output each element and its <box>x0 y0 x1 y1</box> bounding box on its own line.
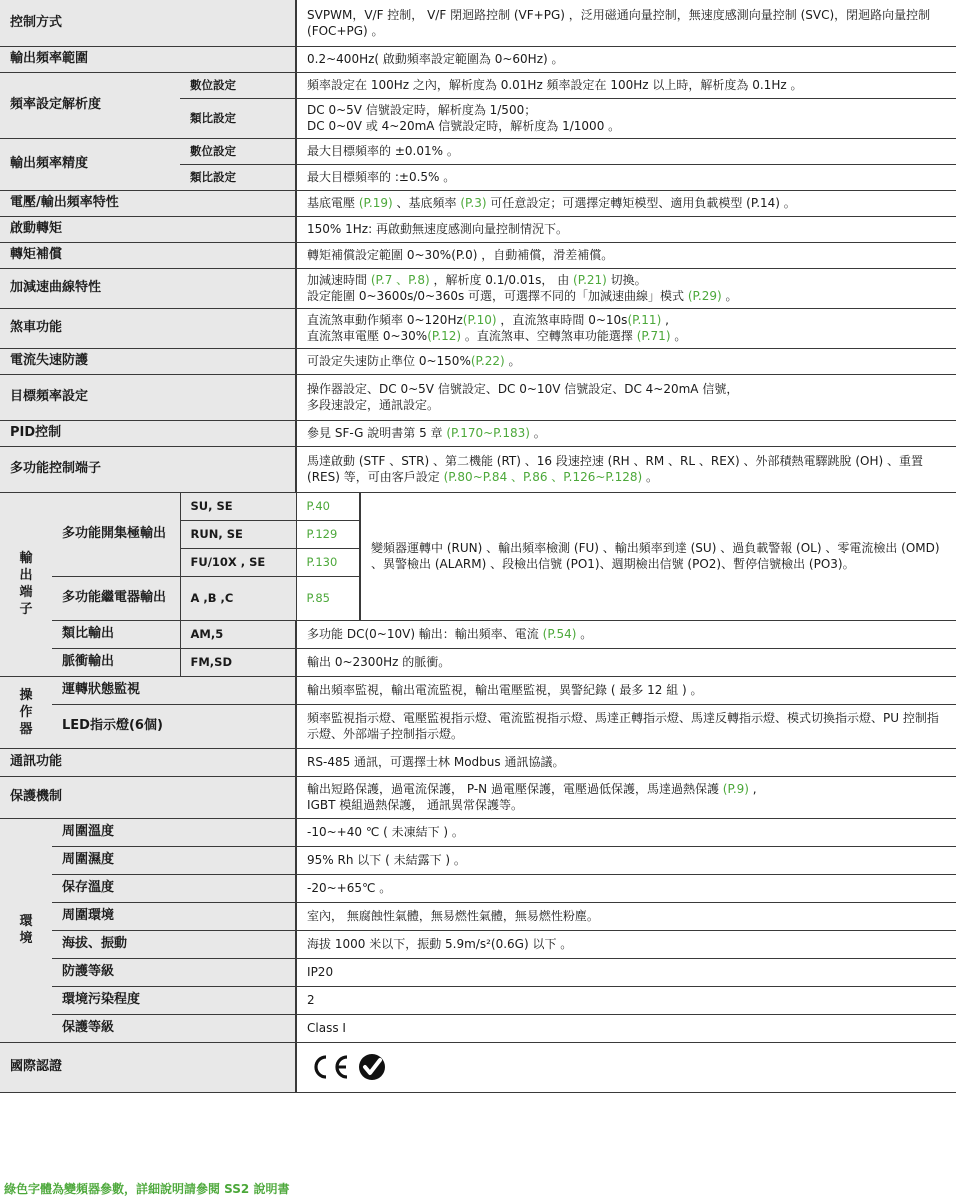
row-label: 環境污染程度 <box>52 986 296 1014</box>
table-row <box>0 348 956 374</box>
value-line: DC 0~5V 信號設定時，解析度為 1/500； <box>307 103 537 117</box>
row-label: 輸出頻率範圍 <box>0 46 296 72</box>
row-value <box>296 308 956 348</box>
table-row <box>0 308 956 348</box>
row-value: 最大目標頻率的 :±0.5% 。 <box>296 164 956 190</box>
check-mark-logo-icon <box>357 1052 387 1082</box>
text: 。 <box>721 289 738 303</box>
table-row <box>0 0 956 46</box>
table-row <box>0 190 956 216</box>
row-label: 海拔、振動 <box>52 930 296 958</box>
table-row <box>0 676 956 704</box>
row-value: -20~+65℃ 。 <box>296 874 956 902</box>
text: 參見 SF-G 說明書第 5 章 <box>307 426 447 440</box>
signal-name: FU/10X , SE <box>180 548 296 576</box>
ce-mark-icon <box>307 1052 351 1082</box>
row-label: 轉矩補償 <box>0 242 296 268</box>
group-label-env <box>0 818 52 1042</box>
text: 切換。 <box>606 273 647 287</box>
row-label: 電壓/輸出頻率特性 <box>0 190 296 216</box>
row-label: 國際認證 <box>0 1042 296 1092</box>
row-value: 150% 1Hz: 再啟動無速度感測向量控制情況下。 <box>296 216 956 242</box>
row-value <box>296 1042 956 1092</box>
param-ref: (P.7 、P.8) <box>370 273 430 287</box>
row-value: 變頻器運轉中 (RUN) 、輸出頻率檢測 (FU) 、輸出頻率到達 (SU) 、過負載警報 (OL) 、零電流檢出 (OMD) 、異警檢出 (ALARM) 、段檢出信號 (PO1)、週期檢出信號 (PO2)、暫停信號檢出 (PO3)。 <box>360 492 956 620</box>
row-label: 脈衝輸出 <box>52 648 180 676</box>
table-row <box>0 1014 956 1042</box>
row-label: 煞車功能 <box>0 308 296 348</box>
text: 多段速設定，通訊設定。 <box>307 398 440 412</box>
text: 設定能圍 0~3600s/0~360s 可選，可選擇不同的「加減速曲線」模式 <box>307 289 688 303</box>
row-value: RS-485 通訊，可選擇士林 Modbus 通訊協議。 <box>296 748 956 776</box>
row-label: 多功能繼電器輸出 <box>52 576 180 620</box>
row-value: 95% Rh 以下 ( 未結露下 ) 。 <box>296 846 956 874</box>
row-label: PID控制 <box>0 420 296 446</box>
table-row <box>0 930 956 958</box>
text: 。 <box>529 426 546 440</box>
text: 可任意設定；可選擇定轉矩模型、適用負載模型 (P.14) 。 <box>486 196 796 210</box>
row-label: 防護等級 <box>52 958 296 986</box>
param-ref: P.129 <box>296 520 360 548</box>
row-label: 周圍溫度 <box>52 818 296 846</box>
sub-label: 類比設定 <box>180 164 296 190</box>
row-value <box>296 446 956 492</box>
text: 。 <box>670 329 687 343</box>
table-row <box>0 986 956 1014</box>
group-label-output <box>0 492 52 676</box>
table-row <box>0 648 956 676</box>
text: ，直流煞車時間 0~10s <box>496 313 628 327</box>
text: 直流煞車電壓 0~30% <box>307 329 428 343</box>
param-ref: (P.11) <box>627 313 662 327</box>
row-value <box>296 190 956 216</box>
row-label: 類比輸出 <box>52 620 180 648</box>
row-value <box>296 98 956 138</box>
table-row <box>0 446 956 492</box>
table-row <box>0 620 956 648</box>
param-ref: (P.10) <box>462 313 497 327</box>
sub-label: 數位設定 <box>180 72 296 98</box>
table-row <box>0 902 956 930</box>
row-value <box>296 776 956 818</box>
text: 可設定失速防止準位 0~150% <box>307 354 471 368</box>
text: 基底電壓 <box>307 196 359 210</box>
row-label: 電流失速防護 <box>0 348 296 374</box>
table-row <box>0 818 956 846</box>
signal-name: RUN, SE <box>180 520 296 548</box>
footnote: 綠色字體為變頻器參數，詳細說明請參閱 SS2 說明書 <box>4 1182 290 1196</box>
param-ref: (P.80~P.84 、P.86 、P.126~P.128) <box>443 470 643 484</box>
param-ref: P.85 <box>296 576 360 620</box>
row-value <box>296 268 956 308</box>
text: 直流煞車動作頻率 0~120Hz <box>307 313 463 327</box>
param-ref: P.40 <box>296 492 360 520</box>
signal-name: FM,SD <box>180 648 296 676</box>
vertical-text: 操作器 <box>19 687 33 737</box>
table-row <box>0 374 956 420</box>
signal-name: A ,B ,C <box>180 576 296 620</box>
param-ref: (P.29) <box>687 289 722 303</box>
table-row <box>0 748 956 776</box>
signal-name: SU, SE <box>180 492 296 520</box>
text: 加減速時間 <box>307 273 371 287</box>
table-row <box>0 846 956 874</box>
row-label: 加減速曲線特性 <box>0 268 296 308</box>
text: 。 <box>642 470 659 484</box>
row-label: 多功能開集極輸出 <box>52 492 180 576</box>
row-label: 目標頻率設定 <box>0 374 296 420</box>
row-value: 0.2~400Hz( 啟動頻率設定範圍為 0~60Hz) 。 <box>296 46 956 72</box>
table-row <box>0 1042 956 1092</box>
row-value: -10~+40 ℃ ( 未凍結下 ) 。 <box>296 818 956 846</box>
row-label: 啟動轉矩 <box>0 216 296 242</box>
text: 輸出短路保護，過電流保護， P-N 過電壓保護，電壓過低保護，馬達過熱保護 <box>307 782 723 796</box>
row-value <box>296 348 956 374</box>
table-row <box>0 958 956 986</box>
sub-label: 類比設定 <box>180 98 296 138</box>
row-value <box>296 420 956 446</box>
table-row <box>0 776 956 818</box>
sub-label: 數位設定 <box>180 138 296 164</box>
table-row <box>0 704 956 748</box>
row-value: 頻率設定在 100Hz 之內，解析度為 0.01Hz 頻率設定在 100Hz 以上時，解析度為 0.1Hz 。 <box>296 72 956 98</box>
row-label: 運轉狀態監視 <box>52 676 296 704</box>
table-row <box>0 268 956 308</box>
row-label: 輸出頻率精度 <box>0 138 180 190</box>
table-row <box>0 492 956 520</box>
row-label: 控制方式 <box>0 0 296 46</box>
param-ref: (P.21) <box>573 273 607 287</box>
value-line: DC 0~0V 或 4~20mA 信號設定時，解析度為 1/1000 。 <box>307 119 621 133</box>
signal-name: AM,5 <box>180 620 296 648</box>
vertical-text: 環境 <box>19 914 33 946</box>
row-value: 轉矩補償設定範圍 0~30%(P.0) ，自動補償，滑差補償。 <box>296 242 956 268</box>
row-label: 通訊功能 <box>0 748 296 776</box>
text: 操作器設定、DC 0~5V 信號設定、DC 0~10V 信號設定、DC 4~20mA 信號， <box>307 382 739 396</box>
table-row <box>0 138 956 164</box>
row-value: 2 <box>296 986 956 1014</box>
table-row <box>0 72 956 98</box>
row-label: 頻率設定解析度 <box>0 72 180 138</box>
row-value <box>296 374 956 420</box>
text: 多功能 DC(0~10V) 輸出：輸出頻率、電流 <box>307 627 543 641</box>
param-ref: P.130 <box>296 548 360 576</box>
row-label: LED指示燈(6個) <box>52 704 296 748</box>
text: 。 <box>576 627 593 641</box>
table-row <box>0 46 956 72</box>
table-row <box>0 874 956 902</box>
text: 。直流煞車、空轉煞車功能選擇 <box>461 329 637 343</box>
row-value <box>296 620 956 648</box>
row-value: 海拔 1000 米以下，振動 5.9m/s²(0.6G) 以下 。 <box>296 930 956 958</box>
param-ref: (P.22) <box>470 354 505 368</box>
row-label: 多功能控制端子 <box>0 446 296 492</box>
text: 馬達啟動 (STF 、STR) 、第二機能 (RT) 、16 段速控速 (RH 、RM 、RL 、REX) 、外部積熱電驛跳脫 (OH) 、重置 (RES) 等，可由客戶設定 <box>307 454 923 484</box>
row-value: 輸出頻率監視，輸出電流監視，輸出電壓監視，異警紀錄 ( 最多 12 組 ) 。 <box>296 676 956 704</box>
param-ref: (P.170~P.183) <box>446 426 530 440</box>
row-value: Class I <box>296 1014 956 1042</box>
row-value: 最大目標頻率的 ±0.01% 。 <box>296 138 956 164</box>
table-row <box>0 216 956 242</box>
cert-marks <box>307 1052 946 1082</box>
group-label-operator <box>0 676 52 748</box>
row-value: SVPWM，V/F 控制， V/F 閉迴路控制 (VF+PG) ，泛用磁通向量控制，無速度感測向量控制 (SVC)，閉迴路向量控制 (FOC+PG) 。 <box>296 0 956 46</box>
text: 。 <box>504 354 521 368</box>
param-ref: (P.9) <box>722 782 749 796</box>
param-ref: (P.54) <box>542 627 577 641</box>
text: 、基底頻率 <box>392 196 461 210</box>
table-row <box>0 242 956 268</box>
text: ，解析度 0.1/0.01s， 由 <box>429 273 574 287</box>
row-label: 保護等級 <box>52 1014 296 1042</box>
row-label: 保存溫度 <box>52 874 296 902</box>
param-ref: (P.71) <box>636 329 671 343</box>
row-value: IP20 <box>296 958 956 986</box>
text: , <box>748 782 757 796</box>
text: , <box>661 313 669 327</box>
row-value: 輸出 0~2300Hz 的脈衝。 <box>296 648 956 676</box>
param-ref: (P.12) <box>427 329 462 343</box>
text: IGBT 模組過熱保護， 通訊異常保護等。 <box>307 798 524 812</box>
vertical-text: 輸出端子 <box>19 551 33 617</box>
row-label: 周圍濕度 <box>52 846 296 874</box>
row-label: 周圍環境 <box>52 902 296 930</box>
param-ref: (P.19) <box>358 196 393 210</box>
row-label: 保護機制 <box>0 776 296 818</box>
row-value: 頻率監視指示燈、電壓監視指示燈、電流監視指示燈、馬達正轉指示燈、馬達反轉指示燈、模式切換指示燈、PU 控制指示燈、外部端子控制指示燈。 <box>296 704 956 748</box>
table-row <box>0 420 956 446</box>
param-ref: (P.3) <box>460 196 487 210</box>
row-value: 室內， 無腐蝕性氣體，無易燃性氣體，無易燃性粉塵。 <box>296 902 956 930</box>
